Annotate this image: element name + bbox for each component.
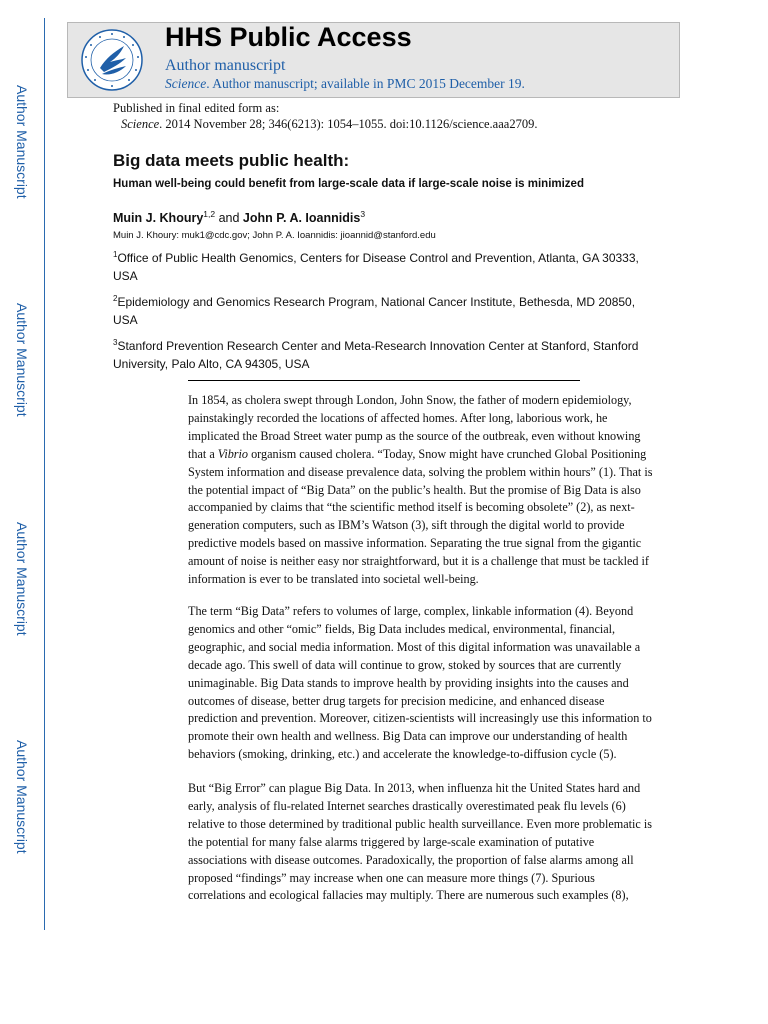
paragraph-text: organism caused cholera. “Today, Snow might have crunched Global Positioning System information and disease prevalence data, solving the problem within hours” (1). That is the potential impact of “Big Data” on the public’s health. But the promise of Big Data is also accompanied by claims that “the scientific method itself is becoming obsolete” (2), as next-generation computers, such as IBM’s Watson (3), sift through the digital world to provide predictive models based on massive information. Separating the true signal from the gigantic amount of noise is neither easy nor straightforward, but it is a challenge that must be tackled if information is ever to be translated into societal well-being. xyxy=(188,446,653,587)
paragraph-italic: Vibrio xyxy=(217,446,249,461)
paragraph-text: But “Big Error” can plague Big Data. In 2013, when influenza hit the United States hard and early, analysis of flu-related Internet searches drastically overestimated peak flu levels (6) relative to those determined by traditional public health surveillance. Even more problematic is the potential for many false alarms triggered by large-scale examination of putative associations with disease outcomes. Paradoxically, the proportion of false alarms among all proposed “findings” may increase when one can measure more things (7). Spurious correlations and ecological fallacies may multiply. There are numerous such examples (8), xyxy=(188,781,652,903)
affiliation xyxy=(113,290,643,329)
affiliation-text: Office of Public Health Genomics, Centers for Disease Control and Prevention, Atlanta, GA 30333, USA xyxy=(113,251,639,283)
published-citation xyxy=(121,117,537,132)
affiliation xyxy=(113,246,643,285)
header-title: HHS Public Access xyxy=(165,22,412,52)
article-title: Big data meets public health: xyxy=(113,151,350,170)
affiliation-num: 2 xyxy=(113,294,118,303)
author-name: Muin J. Khoury xyxy=(113,211,204,226)
author-name: John P. A. Ioannidis xyxy=(242,211,361,226)
affiliation xyxy=(113,334,643,373)
header-citation xyxy=(165,76,525,92)
author-list xyxy=(113,209,365,225)
header-subtitle: Author manuscript xyxy=(165,57,286,74)
author-sep: and xyxy=(215,211,243,226)
affiliation-num: 3 xyxy=(113,338,118,347)
paragraph-text: In 1854, as cholera swept through London, John Snow, the father of modern epidemiology, painstakingly recorded the locations of affected homes. After long, laborious work, he implicated the Broad Street water pump as the source of the outbreak, even without knowing that a xyxy=(188,393,641,461)
body-paragraph xyxy=(188,780,654,905)
body-paragraph xyxy=(188,392,654,589)
header-availability: . Author manuscript; available in PMC 2015 December 19. xyxy=(206,76,525,91)
author-affil: 1,2 xyxy=(203,209,216,219)
author-affil: 3 xyxy=(360,209,366,219)
sidebar-rule xyxy=(44,18,45,930)
affiliation-num: 1 xyxy=(113,250,118,259)
paragraph-text: The term “Big Data” refers to volumes of large, complex, linkable information (4). Beyond genomics and other “omic” fields, Big Data includes medical, environmental, financial, geographic, and social media information. Most of this digital information was unavailable a decade ago. This swell of data will continue to grow, stoked by sources that are currently unimaginable. Big Data stands to improve health by providing insights into the causes and outcomes of disease, better drug targets for precision medicine, and enhanced disease prediction and prevention. Moreover, citizen-scientists will increasingly use this information to promote their own health and wellness. Big Data can improve our understanding of health behaviors (smoking, drinking, etc.) and accelerate the knowledge-to-diffusion cycle (5). xyxy=(188,604,652,762)
article-subtitle: Human well-being could benefit from large-scale data if large-scale noise is minimized xyxy=(113,178,584,190)
section-divider xyxy=(188,380,580,381)
published-label: Published in final edited form as: xyxy=(113,101,280,115)
published-journal: Science xyxy=(121,117,160,131)
published-details: . 2014 November 28; 346(6213): 1054–1055. doi:10.1126/science.aaa2709. xyxy=(159,117,538,131)
affiliation-text: Stanford Prevention Research Center and Meta-Research Innovation Center at Stanford, Stanford University, Palo Alto, CA 94305, USA xyxy=(113,339,639,371)
hhs-eagle-seal-icon xyxy=(80,28,144,92)
affiliation-text: Epidemiology and Genomics Research Program, National Cancer Institute, Bethesda, MD 20850, USA xyxy=(113,295,636,327)
author-emails: Muin J. Khoury: muk1@cdc.gov; John P. A. Ioannidis: jioannid@stanford.edu xyxy=(113,230,436,241)
body-paragraph xyxy=(188,603,654,764)
header-journal: Science xyxy=(165,76,207,91)
